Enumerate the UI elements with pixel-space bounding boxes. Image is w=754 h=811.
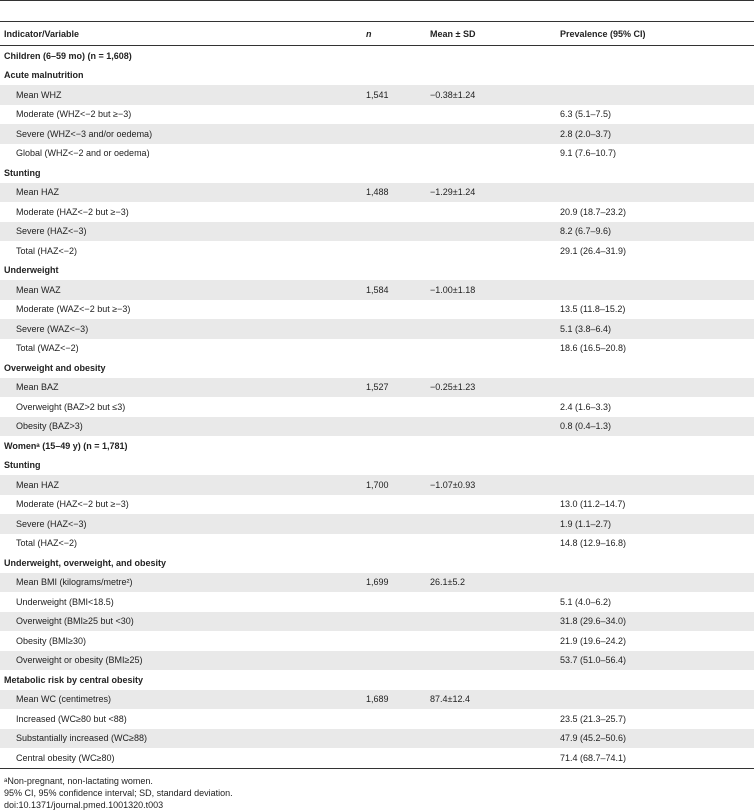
row-n: 1,689 <box>362 690 426 710</box>
row-prevalence: 9.1 (7.6–10.7) <box>560 148 617 159</box>
row-mean-sd: −1.29±1.24 <box>426 183 556 203</box>
row-mean-sd <box>426 729 556 749</box>
footnote-doi: doi:10.1371/journal.pmed.1001320.t003 <box>4 799 164 810</box>
row-mean-sd <box>426 534 556 554</box>
row-prevalence: 53.7 (51.0–56.4) <box>556 651 754 671</box>
header-mean-sd: Mean ± SD <box>426 22 556 46</box>
row-label: Severe (HAZ<−3) <box>0 514 362 534</box>
section-label: Stunting <box>4 460 41 471</box>
row-n <box>362 495 426 515</box>
row-label: Overweight or obesity (BMI≥25) <box>0 651 362 671</box>
row-mean-sd <box>426 514 556 534</box>
table-row <box>0 397 754 417</box>
row-n <box>362 514 426 534</box>
row-label: Total (WAZ<−2) <box>16 343 79 354</box>
row-mean-sd <box>426 417 556 437</box>
row-n <box>362 748 426 768</box>
row-label: Severe (HAZ<−3) <box>0 222 362 242</box>
row-mean-sd <box>426 631 556 651</box>
top-rule-row <box>0 1 754 22</box>
row-label: Moderate (HAZ<−2 but ≥−3) <box>16 206 129 217</box>
row-n <box>362 651 426 671</box>
row-mean-sd <box>426 222 556 242</box>
row-label: Underweight (BMI<18.5) <box>16 596 114 607</box>
row-prevalence <box>556 280 754 300</box>
table-row <box>0 709 754 729</box>
row-n <box>362 397 426 417</box>
row-label: Moderate (HAZ<−2 but ≥−3) <box>16 499 129 510</box>
row-n <box>362 124 426 144</box>
row-prevalence <box>556 475 754 495</box>
row-mean-sd: 26.1±5.2 <box>426 573 556 593</box>
row-prevalence: 5.1 (3.8–6.4) <box>556 319 754 339</box>
table-row <box>0 631 754 651</box>
row-prevalence: 23.5 (21.3–25.7) <box>560 713 627 724</box>
row-label: Moderate (WHZ<−2 but ≥−3) <box>16 109 132 120</box>
row-mean-sd <box>426 241 556 261</box>
footnote-women: ᵃNon-pregnant, non-lactating women. <box>4 775 153 786</box>
row-prevalence: 1.9 (1.1–2.7) <box>556 514 754 534</box>
row-prevalence <box>556 573 754 593</box>
header-row <box>0 22 754 46</box>
table-body <box>0 46 754 769</box>
row-mean-sd <box>426 651 556 671</box>
header-prevalence: Prevalence (95% CI) <box>556 22 754 46</box>
row-mean-sd <box>426 202 556 222</box>
row-n: 1,699 <box>362 573 426 593</box>
row-n <box>362 417 426 437</box>
section-header-row <box>0 553 754 573</box>
row-label: Increased (WC≥80 but <88) <box>16 713 127 724</box>
table-row <box>0 202 754 222</box>
row-n <box>362 631 426 651</box>
row-n <box>362 222 426 242</box>
row-label: Global (WHZ<−2 and or oedema) <box>16 148 150 159</box>
table-row <box>0 651 754 671</box>
row-n <box>362 729 426 749</box>
row-mean-sd <box>426 105 556 125</box>
row-prevalence: 47.9 (45.2–50.6) <box>556 729 754 749</box>
row-prevalence: 6.3 (5.1–7.5) <box>560 109 612 120</box>
row-label: Substantially increased (WC≥88) <box>0 729 362 749</box>
row-n <box>362 534 426 554</box>
row-n: 1,541 <box>362 85 426 105</box>
row-label: Total (HAZ<−2) <box>16 245 78 256</box>
row-prevalence: 5.1 (4.0–6.2) <box>560 596 612 607</box>
row-label: Mean WAZ <box>0 280 362 300</box>
row-mean-sd: −1.07±0.93 <box>426 475 556 495</box>
row-n <box>362 339 426 359</box>
row-prevalence <box>556 378 754 398</box>
row-prevalence: 13.5 (11.8–15.2) <box>560 304 626 315</box>
row-mean-sd <box>426 612 556 632</box>
section-label: Overweight and obesity <box>4 362 106 373</box>
row-label: Severe (WAZ<−3) <box>0 319 362 339</box>
row-mean-sd <box>426 495 556 515</box>
group-label: Womenᵃ (15–49 y) (n = 1,781) <box>4 440 128 451</box>
row-mean-sd <box>426 397 556 417</box>
row-mean-sd <box>426 339 556 359</box>
row-prevalence: 18.6 (16.5–20.8) <box>560 343 627 354</box>
table-row <box>0 144 754 164</box>
row-prevalence: 2.4 (1.6–3.3) <box>560 401 612 412</box>
table-row <box>0 241 754 261</box>
table-row <box>0 378 754 398</box>
header-indicator: Indicator/Variable <box>0 22 362 46</box>
row-n <box>362 300 426 320</box>
row-prevalence: 13.0 (11.2–14.7) <box>560 499 626 510</box>
table-row <box>0 573 754 593</box>
row-n <box>362 144 426 164</box>
row-n <box>362 241 426 261</box>
row-prevalence <box>556 183 754 203</box>
row-n <box>362 709 426 729</box>
table-row <box>0 417 754 437</box>
row-prevalence: 2.8 (2.0–3.7) <box>556 124 754 144</box>
row-prevalence: 0.8 (0.4–1.3) <box>556 417 754 437</box>
row-n <box>362 592 426 612</box>
row-n: 1,527 <box>362 378 426 398</box>
row-mean-sd: 87.4±12.4 <box>426 690 556 710</box>
row-label: Mean HAZ <box>0 475 362 495</box>
row-prevalence: 21.9 (19.6–24.2) <box>560 635 627 646</box>
section-header-row <box>0 163 754 183</box>
table-row <box>0 300 754 320</box>
row-n <box>362 105 426 125</box>
header-n: n <box>362 22 426 46</box>
table-row <box>0 475 754 495</box>
row-mean-sd <box>426 124 556 144</box>
section-label: Metabolic risk by central obesity <box>4 674 144 685</box>
section-label: Underweight, overweight, and obesity <box>4 557 167 568</box>
row-mean-sd <box>426 592 556 612</box>
table-row <box>0 690 754 710</box>
row-prevalence <box>556 690 754 710</box>
row-label: Mean WC (centimetres) <box>0 690 362 710</box>
table-row <box>0 85 754 105</box>
row-mean-sd <box>426 300 556 320</box>
row-label: Obesity (BMI≥30) <box>16 635 86 646</box>
table-row <box>0 124 754 144</box>
section-header-row <box>0 261 754 281</box>
row-prevalence: 29.1 (26.4–31.9) <box>560 245 627 256</box>
table-row <box>0 183 754 203</box>
row-label: Overweight (BMI≥25 but <30) <box>0 612 362 632</box>
section-header-row <box>0 456 754 476</box>
footnote-abbreviations: 95% CI, 95% confidence interval; SD, standard deviation. <box>4 787 233 798</box>
row-mean-sd: −0.38±1.24 <box>426 85 556 105</box>
row-n: 1,584 <box>362 280 426 300</box>
table-row <box>0 514 754 534</box>
row-mean-sd <box>426 319 556 339</box>
row-n: 1,700 <box>362 475 426 495</box>
row-label: Mean BAZ <box>0 378 362 398</box>
row-prevalence: 8.2 (6.7–9.6) <box>556 222 754 242</box>
row-label: Total (HAZ<−2) <box>16 538 78 549</box>
row-label: Mean BMI (kilograms/metre²) <box>0 573 362 593</box>
row-prevalence: 31.8 (29.6–34.0) <box>556 612 754 632</box>
row-prevalence: 71.4 (68.7–74.1) <box>556 748 754 768</box>
row-n <box>362 202 426 222</box>
row-n <box>362 319 426 339</box>
table-row <box>0 729 754 749</box>
row-label: Mean WHZ <box>0 85 362 105</box>
table-row <box>0 222 754 242</box>
group-label: Children (6–59 mo) (n = 1,608) <box>4 50 132 61</box>
footnotes <box>0 769 754 811</box>
table-row <box>0 105 754 125</box>
row-prevalence <box>556 85 754 105</box>
row-label: Overweight (BAZ>2 but ≤3) <box>16 401 126 412</box>
row-label: Central obesity (WC≥80) <box>0 748 362 768</box>
row-mean-sd <box>426 709 556 729</box>
table-row <box>0 592 754 612</box>
row-label: Severe (WHZ<−3 and/or oedema) <box>0 124 362 144</box>
row-n <box>362 612 426 632</box>
table-row <box>0 534 754 554</box>
row-prevalence: 20.9 (18.7–23.2) <box>560 206 627 217</box>
row-mean-sd <box>426 144 556 164</box>
row-label: Obesity (BAZ>3) <box>0 417 362 437</box>
table-row <box>0 339 754 359</box>
table-row <box>0 280 754 300</box>
section-label: Stunting <box>4 167 41 178</box>
table-row <box>0 612 754 632</box>
row-mean-sd: −0.25±1.23 <box>426 378 556 398</box>
group-header-row <box>0 46 754 66</box>
section-label: Acute malnutrition <box>4 70 84 81</box>
table-row <box>0 748 754 768</box>
table-row <box>0 495 754 515</box>
section-header-row <box>0 670 754 690</box>
section-header-row <box>0 358 754 378</box>
row-label: Mean HAZ <box>0 183 362 203</box>
section-header-row <box>0 66 754 86</box>
row-prevalence: 14.8 (12.9–16.8) <box>560 538 627 549</box>
row-label: Moderate (WAZ<−2 but ≥−3) <box>16 304 131 315</box>
group-header-row <box>0 436 754 456</box>
table-row <box>0 319 754 339</box>
row-n: 1,488 <box>362 183 426 203</box>
row-mean-sd <box>426 748 556 768</box>
section-label: Underweight <box>4 265 59 276</box>
row-mean-sd: −1.00±1.18 <box>426 280 556 300</box>
